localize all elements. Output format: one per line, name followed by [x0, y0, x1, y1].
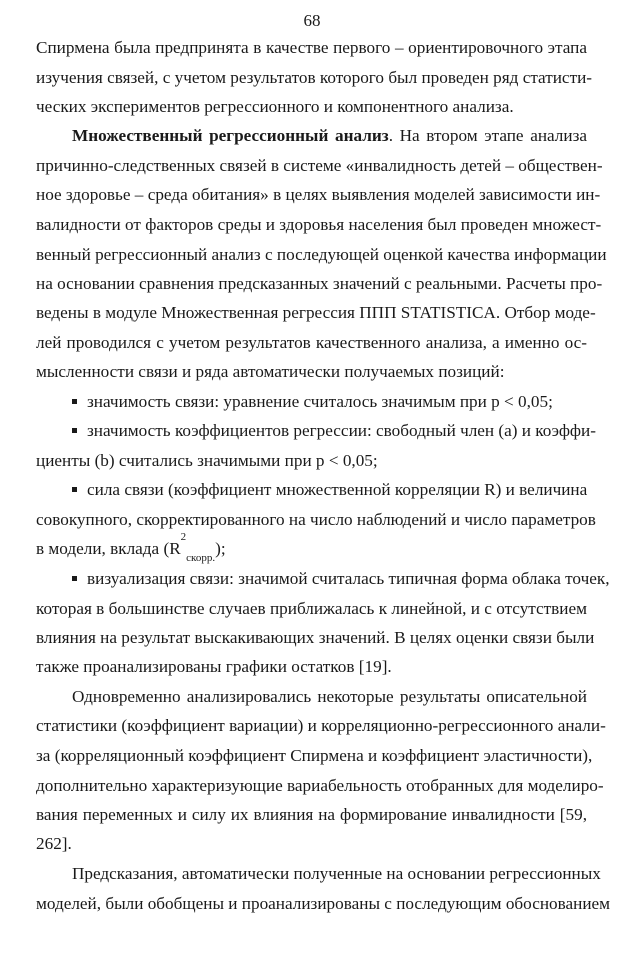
text-line: статистики (коэффициент вариации) и корреляционно-регрессионного анали-	[36, 716, 606, 735]
bullet-icon	[72, 399, 77, 404]
bullet-item	[72, 479, 587, 501]
text-line: ческих экспериментов регрессионного и компонентного анализа.	[36, 97, 514, 116]
text-span: в модели, вклада (R	[36, 539, 181, 558]
text-line: Одновременно анализировались некоторые результаты описательной	[72, 687, 587, 706]
page-number: 68	[303, 11, 321, 30]
bullet-icon	[72, 487, 77, 492]
bullet-item	[72, 420, 596, 442]
text-line: вания переменных и силу их влияния на формирование инвалидности [59,	[36, 805, 587, 824]
text-line: 262].	[36, 834, 72, 853]
bullet-text: значимость коэффициентов регрессии: свободный член (а) и коэффи-	[87, 421, 596, 440]
text-line: венный регрессионный анализ с последующей оценкой качества информации	[36, 245, 607, 264]
text-line: причинно-следственных связей в системе «инвалидность детей – обществен-	[36, 156, 603, 175]
text-line: моделей, были обобщены и проанализированы с последующим обоснованием	[36, 894, 611, 913]
superscript: 2	[180, 531, 187, 544]
text-line: ведены в модуле Множественная регрессия ППП STATISTICA. Отбор моде-	[36, 303, 596, 322]
text-line: ное здоровье – среда обитания» в целях выявления моделей зависимости ин-	[36, 185, 601, 204]
text-line: Спирмена была предпринята в качестве первого – ориентировочного этапа	[36, 38, 587, 57]
bullet-text: визуализация связи: значимой считалась типичная форма облака точек,	[87, 569, 610, 588]
text-line: дополнительно характеризующие вариабельность отобранных для моделиро-	[36, 776, 604, 795]
bullet-text: сила связи (коэффициент множественной корреляции R) и величина	[87, 480, 588, 499]
text-line: за (корреляционный коэффициент Спирмена и коэффициент эластичности),	[36, 746, 593, 765]
text-span: );	[215, 539, 226, 558]
text-line: на основании сравнения предсказанных значений с реальными. Расчеты про-	[36, 274, 603, 293]
text-line: которая в большинстве случаев приближалась к линейной, и с отсутствием	[36, 599, 587, 618]
text-line	[36, 531, 587, 565]
text-line: циенты (b) считались значимыми при p < 0,05;	[36, 451, 378, 470]
text-span: . На втором этапе анализа	[388, 126, 587, 145]
text-line: совокупного, скорректированного на число наблюдений и число параметров	[36, 510, 596, 529]
text-line: мысленности связи и ряда автоматически получаемых позиций:	[36, 362, 505, 381]
text-line: изучения связей, с учетом результатов которого был проведен ряд статисти-	[36, 68, 592, 87]
text-line: валидности от факторов среды и здоровья населения был проведен множест-	[36, 215, 602, 234]
subscript: скорр.	[186, 552, 216, 565]
paragraph-heading-line	[72, 125, 587, 147]
section-heading: Множественный регрессионный анализ	[72, 126, 389, 145]
bullet-item	[72, 568, 610, 590]
bullet-item	[72, 391, 587, 413]
bullet-icon	[72, 428, 77, 433]
text-line: Предсказания, автоматически полученные на основании регрессионных	[72, 864, 601, 883]
bullet-icon	[72, 576, 77, 581]
bullet-text: значимость связи: уравнение считалось значимым при p < 0,05;	[87, 392, 553, 411]
text-line: влияния на результат выскакивающих значений. В целях оценки связи были	[36, 628, 595, 647]
text-line: также проанализированы графики остатков [19].	[36, 657, 392, 676]
text-line: лей проводился с учетом результатов качественного анализа, а именно ос-	[36, 333, 587, 352]
